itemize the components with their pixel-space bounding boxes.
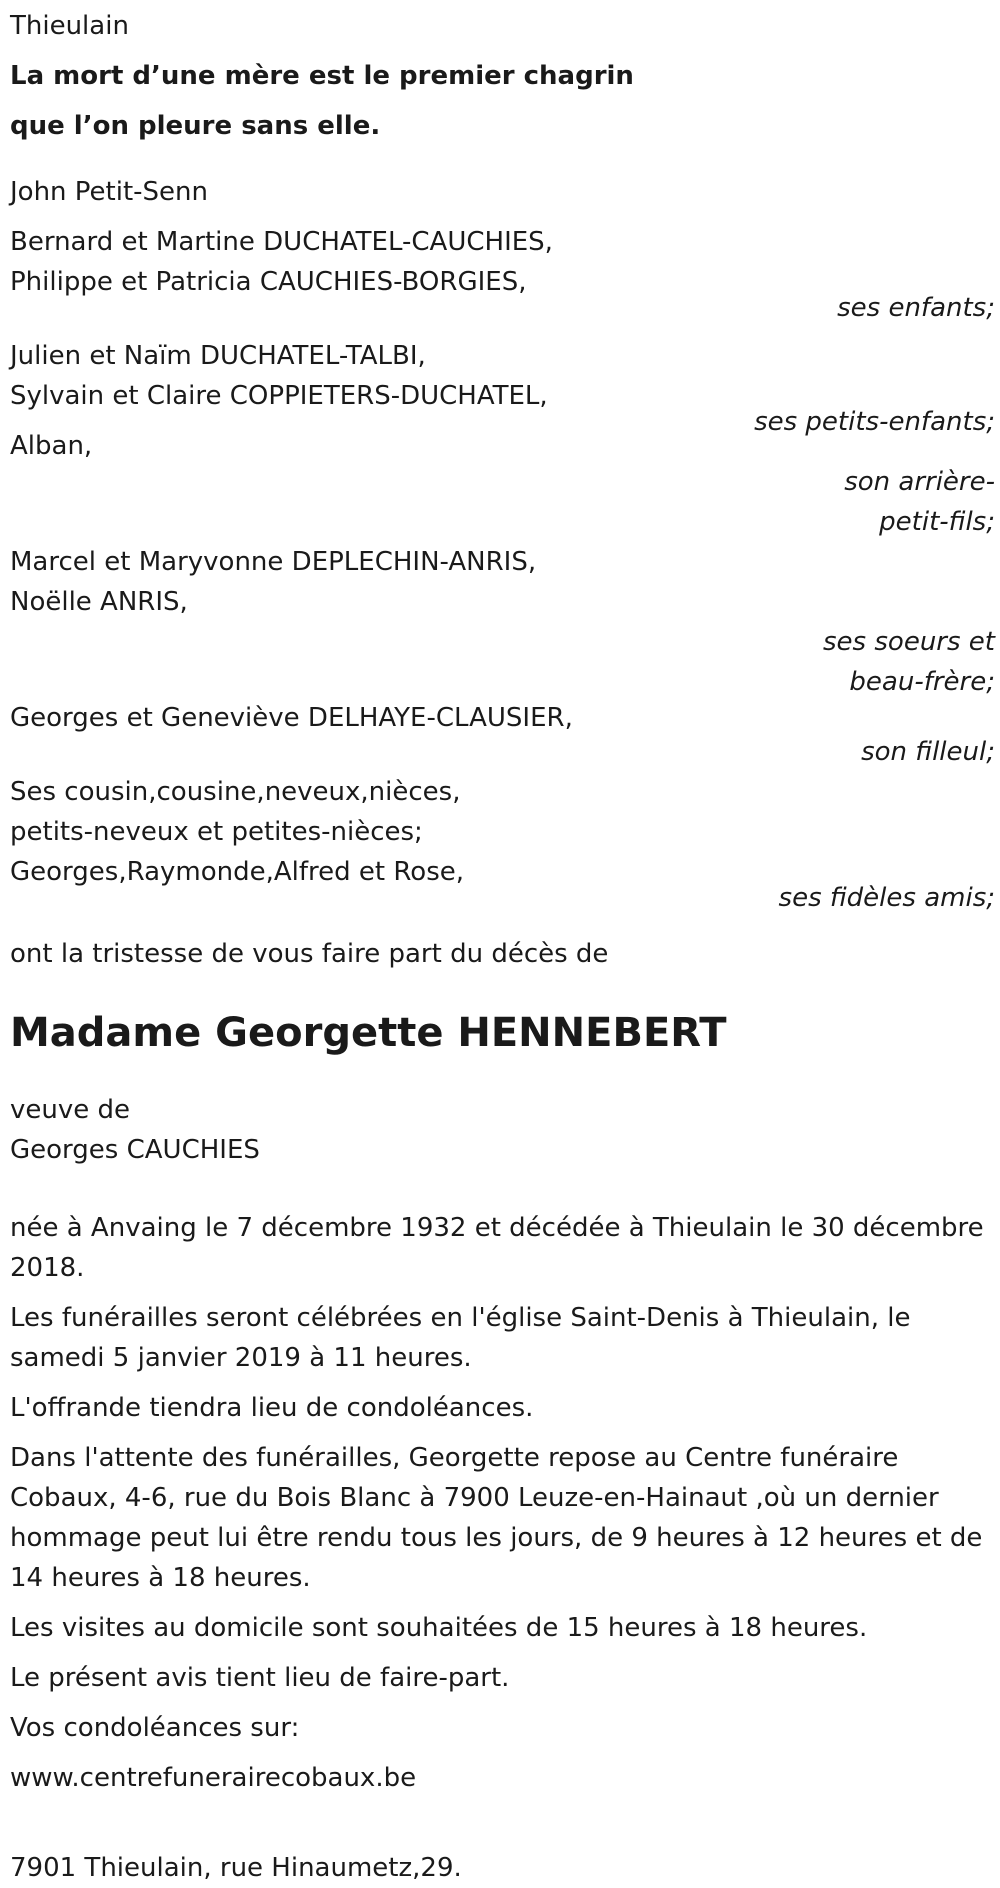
relation-label: ses petits-enfants;	[754, 407, 995, 437]
place-name: Thieulain	[10, 11, 129, 41]
widow-label: veuve de	[10, 1095, 131, 1125]
condolences-label: Vos condoléances sur:	[10, 1713, 300, 1743]
relation-label: ses soeurs et	[823, 627, 995, 657]
deceased-name: Madame Georgette HENNEBERT	[10, 1010, 727, 1056]
relation-label: son filleul;	[861, 737, 995, 767]
spouse-name: Georges CAUCHIES	[10, 1135, 260, 1165]
family-line: Bernard et Martine DUCHATEL-CAUCHIES,	[10, 227, 553, 257]
family-line: Georges,Raymonde,Alfred et Rose,	[10, 857, 464, 887]
family-line: Philippe et Patricia CAUCHIES-BORGIES,	[10, 267, 527, 297]
family-line: Marcel et Maryvonne DEPLECHIN-ANRIS,	[10, 547, 537, 577]
family-line: Noëlle ANRIS,	[10, 587, 188, 617]
birth-death-paragraph: née à Anvaing le 7 décembre 1932 et décédée à Thieulain le 30 décembre 2018.	[10, 1213, 984, 1283]
home-address: 7901 Thieulain, rue Hinaumetz,29.	[10, 1853, 462, 1883]
family-line: Julien et Naïm DUCHATEL-TALBI,	[10, 341, 426, 371]
family-line: Georges et Geneviève DELHAYE-CLAUSIER,	[10, 703, 573, 733]
family-line: petits-neveux et petites-nièces;	[10, 817, 423, 847]
website-link[interactable]: www.centrefunerairecobaux.be	[10, 1763, 417, 1793]
rest-paragraph: Dans l'attente des funérailles, Georgette repose au Centre funéraire Cobaux, 4-6, rue du Bois Blanc à 7900 Leuze-en-Hainaut ,où un dernier hommage peut lui être rendu tous les jours, de 9 heures à 12 heures et de 14 heures à 18 heures.	[10, 1443, 983, 1593]
family-line: Ses cousin,cousine,neveux,nièces,	[10, 777, 461, 807]
family-line: Alban,	[10, 431, 93, 461]
relation-label: son arrière-	[844, 467, 995, 497]
notice-paragraph: Le présent avis tient lieu de faire-part.	[10, 1663, 510, 1693]
relation-label: ses enfants;	[837, 293, 995, 323]
visits-paragraph: Les visites au domicile sont souhaitées de 15 heures à 18 heures.	[10, 1613, 868, 1643]
announcement-text: ont la tristesse de vous faire part du décès de	[10, 939, 609, 969]
quote-author: John Petit-Senn	[10, 177, 208, 207]
relation-label: beau-frère;	[849, 667, 995, 697]
relation-label: petit-fils;	[879, 507, 995, 537]
family-line: Sylvain et Claire COPPIETERS-DUCHATEL,	[10, 381, 548, 411]
relation-label: ses fidèles amis;	[778, 883, 995, 913]
siblings-block	[10, 542, 995, 622]
quote-line-2: que l’on pleure sans elle.	[10, 111, 381, 141]
offering-paragraph: L'offrande tiendra lieu de condoléances.	[10, 1393, 534, 1423]
funeral-paragraph: Les funérailles seront célébrées en l'église Saint-Denis à Thieulain, le samedi 5 janvier 2019 à 11 heures.	[10, 1303, 911, 1373]
others-block	[10, 772, 995, 892]
obituary-notice	[10, 6, 995, 1888]
quote-line-1: La mort d’une mère est le premier chagrin	[10, 61, 634, 91]
